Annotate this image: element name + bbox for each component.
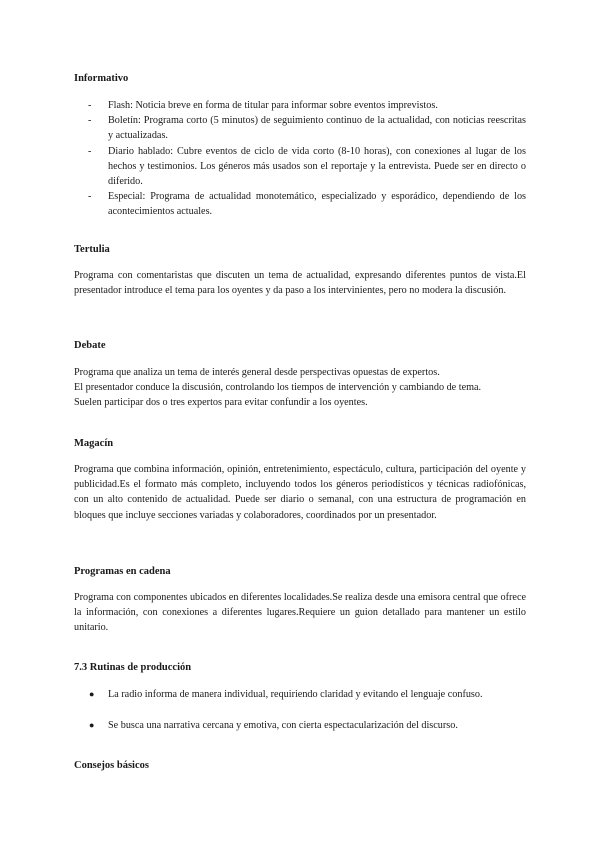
debate-paragraph	[74, 365, 526, 411]
debate-line: Programa que analiza un tema de interés general desde perspectivas opuestas de expertos.	[74, 367, 440, 378]
heading-informativo: Informativo	[74, 73, 129, 84]
list-item	[88, 189, 526, 219]
list-item	[88, 687, 526, 702]
list-item-text: Se busca una narrativa cercana y emotiva, con cierta espectacularización del discurso.	[108, 719, 458, 731]
list-item	[88, 718, 526, 733]
list-item	[88, 144, 526, 190]
bullet-marker: ●	[89, 689, 95, 699]
list-item-text: Flash: Noticia breve en forma de titular para informar sobre eventos imprevistos.	[108, 100, 438, 111]
heading-consejos-basicos: Consejos básicos	[74, 760, 149, 771]
dash-marker: -	[88, 100, 92, 111]
list-item-text: Especial: Programa de actualidad monotemático, especializado y esporádico, dependiendo de los acontecimientos actuales.	[108, 191, 526, 218]
heading-debate: Debate	[74, 340, 106, 351]
bullet-marker: ●	[89, 719, 95, 730]
heading-programas-cadena: Programas en cadena	[74, 566, 171, 577]
list-item-text: Boletín: Programa corto (5 minutos) de seguimiento continuo de la actualidad, con noticias reescritas y actualizadas.	[108, 115, 526, 142]
dash-marker: -	[88, 145, 92, 157]
heading-magacin: Magacín	[74, 438, 114, 449]
tertulia-paragraph: Programa con comentaristas que discuten un tema de actualidad, expresando diferentes puntos de vista.El presentador introduce el tema para los oyentes y da paso a los intervinientes, pero no modera la discusión.	[74, 270, 526, 297]
debate-line: Suelen participar dos o tres expertos para evitar confundir a los oyentes.	[74, 397, 368, 409]
magacin-paragraph: Programa que combina información, opinión, entretenimiento, espectáculo, cultura, participación del oyente y publicidad.Es el formato más completo, incluyendo todos los géneros periodísticos y técnicas radiofónicas, con un alto contenido de actualidad. Puede ser diario o semanal, con una estructura de programación en bloques que incluye secciones variadas y colaboradores, coordinados por un presentador.	[74, 464, 526, 521]
list-item	[88, 98, 526, 113]
heading-tertulia: Tertulia	[74, 244, 110, 255]
debate-line: El presentador conduce la discusión, controlando los tiempos de intervención y cambiando de tema.	[74, 382, 482, 394]
dash-marker: -	[88, 191, 92, 203]
list-item-text: La radio informa de manera individual, requiriendo claridad y evitando el lenguaje confuso.	[108, 689, 483, 700]
programas-cadena-paragraph: Programa con componentes ubicados en diferentes localidades.Se realiza desde una emisora central que ofrece la información, con conexiones a diferentes lugares.Requiere un guion detallado para mantener un estilo unitario.	[74, 592, 526, 634]
list-item	[88, 113, 526, 143]
rutinas-list	[88, 687, 526, 748]
dash-marker: -	[88, 115, 92, 127]
list-item-text: Diario hablado: Cubre eventos de ciclo de vida corto (8-10 horas), con conexiones al lugar de los hechos y testimonios. Los géneros más usados son el reportaje y la entrevista. Puede ser en directo o diferido.	[108, 145, 526, 188]
informativo-list	[88, 98, 526, 220]
heading-rutinas-produccion: 7.3 Rutinas de producción	[74, 662, 192, 673]
